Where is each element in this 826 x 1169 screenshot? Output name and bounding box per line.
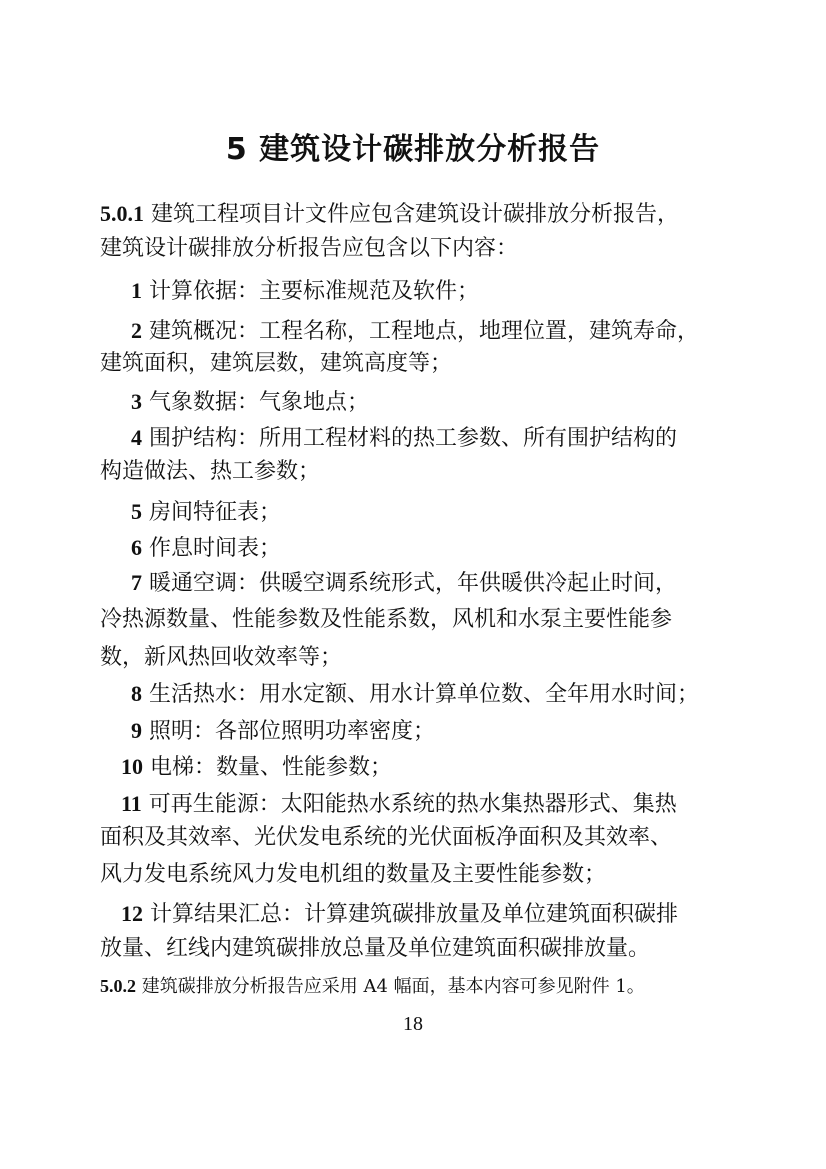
item-text: 气象数据：气象地点； — [149, 390, 370, 415]
clause-5-0-1-line-1 — [100, 199, 679, 229]
list-item-continuation — [100, 860, 606, 890]
item-text: 暖通空调：供暖空调系统形式，年供暖供冷起止时间， — [149, 571, 678, 596]
list-item-continuation — [100, 934, 650, 964]
list-item — [131, 533, 281, 563]
item-number: 1 — [131, 278, 142, 303]
clause-number: 5.0.1 — [100, 201, 144, 226]
item-number: 5 — [131, 499, 142, 524]
list-item — [121, 752, 392, 782]
item-text: 建筑概况：工程名称，工程地点，地理位置，建筑寿命， — [149, 319, 700, 344]
item-text: 房间特征表； — [149, 500, 282, 525]
item-text: 构造做法、热工参数； — [100, 459, 321, 484]
clause-text: 建筑工程项目计文件应包含建筑设计碳排放分析报告， — [151, 202, 680, 227]
list-item — [131, 497, 281, 527]
list-item — [121, 899, 678, 929]
item-text: 面积及其效率、光伏发电系统的光伏面板净面积及其效率、 — [100, 825, 673, 850]
list-item — [131, 387, 369, 417]
clause-number: 5.0.2 — [100, 976, 136, 996]
list-item — [121, 789, 677, 819]
list-item-continuation — [100, 457, 320, 487]
item-number: 3 — [131, 389, 142, 414]
item-text: 计算依据：主要标准规范及软件； — [149, 279, 480, 304]
page-number: 18 — [403, 1013, 423, 1035]
item-text: 放量、红线内建筑碳排放总量及单位建筑面积碳排放量。 — [100, 936, 651, 961]
clause-5-0-1-line-2 — [100, 234, 518, 264]
item-number: 9 — [131, 718, 142, 743]
item-text: 建筑面积，建筑层数，建筑高度等； — [100, 351, 453, 376]
item-number: 8 — [131, 681, 142, 706]
item-text: 计算结果汇总：计算建筑碳排放量及单位建筑面积碳排 — [150, 902, 679, 927]
item-number: 7 — [131, 570, 142, 595]
list-item — [131, 716, 435, 746]
list-item-continuation — [100, 349, 452, 379]
list-item — [131, 679, 699, 709]
item-text: 照明：各部位照明功率密度； — [149, 719, 436, 744]
list-item-continuation — [100, 823, 672, 853]
clause-text: 建筑设计碳排放分析报告应包含以下内容： — [100, 236, 519, 261]
item-number: 12 — [121, 901, 143, 926]
item-number: 6 — [131, 535, 142, 560]
list-item — [131, 423, 677, 453]
page-title: 5 建筑设计碳排放分析报告 — [225, 132, 601, 167]
item-number: 2 — [131, 318, 142, 343]
item-text: 电梯：数量、性能参数； — [150, 755, 393, 780]
item-text: 作息时间表； — [149, 536, 282, 561]
item-text: 风力发电系统风力发电机组的数量及主要性能参数； — [100, 862, 607, 887]
list-item — [131, 568, 677, 598]
item-text: 可再生能源：太阳能热水系统的热水集热器形式、集热 — [148, 792, 677, 817]
item-text: 冷热源数量、性能参数及性能系数，风机和水泵主要性能参 — [100, 607, 673, 632]
item-text: 数，新风热回收效率等； — [100, 645, 343, 670]
item-text: 生活热水：用水定额、用水计算单位数、全年用水时间； — [149, 682, 700, 707]
item-text: 围护结构：所用工程材料的热工参数、所有围护结构的 — [149, 426, 678, 451]
list-item-continuation — [100, 643, 342, 673]
item-number: 10 — [121, 754, 143, 779]
list-item — [131, 276, 479, 306]
clause-text: 建筑碳排放分析报告应采用 A4 幅面，基本内容可参见附件 1。 — [141, 976, 645, 997]
item-number: 4 — [131, 425, 142, 450]
clause-5-0-2 — [100, 971, 645, 1001]
item-number: 11 — [121, 791, 142, 816]
list-item-continuation — [100, 605, 672, 635]
list-item — [131, 316, 699, 346]
